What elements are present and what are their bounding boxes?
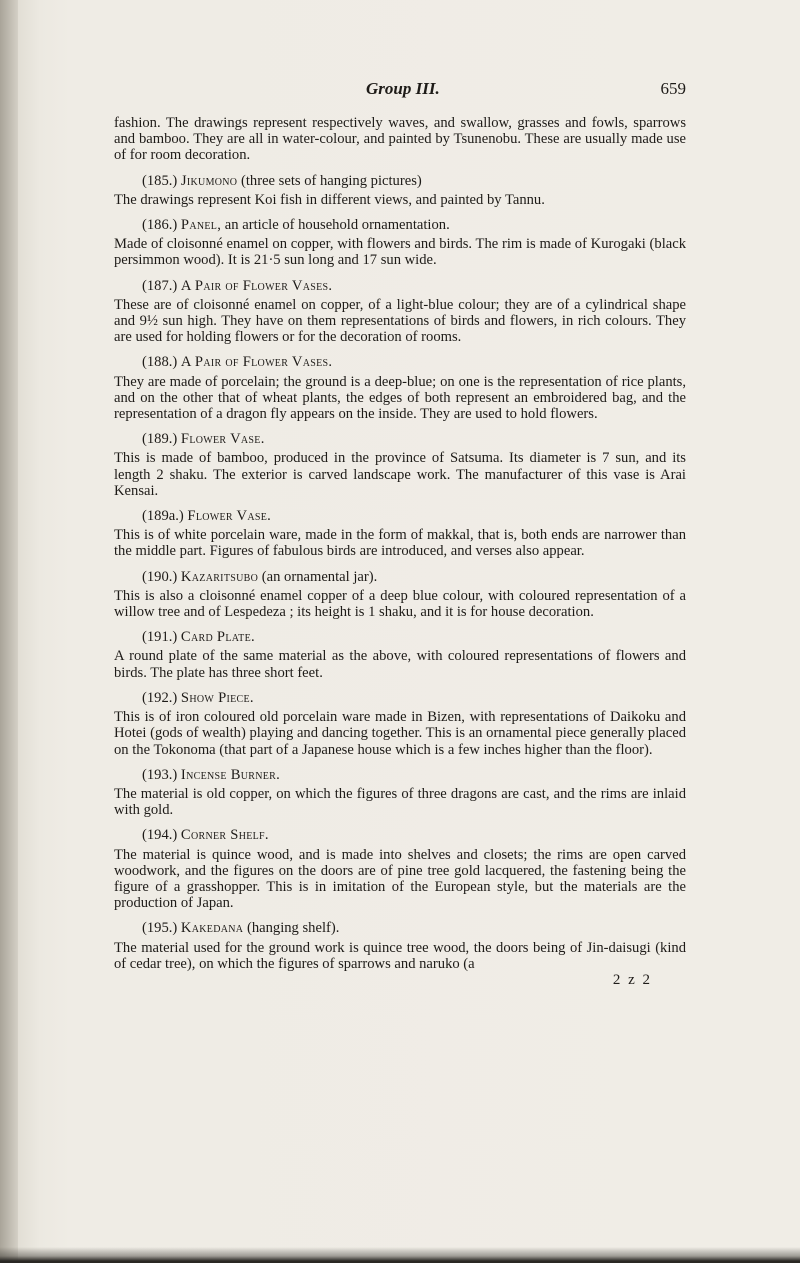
catalog-entry <box>114 278 686 346</box>
entry-text: They are made of porcelain; the ground is a deep-blue; on one is the representation of rice plants, and on the other that of wheat plants, the edges of both represent an embroidered bag, and the representation of a dragon fly appears on the inside. They are used to hold flowers. <box>114 373 686 423</box>
entry-text: A round plate of the same material as the above, with coloured representations of flowers and birds. The plate has three short feet. <box>114 648 686 681</box>
catalog-entry <box>114 508 686 560</box>
entry-heading: (192.) Show Piece. <box>142 689 254 706</box>
entry-heading: (188.) A Pair of Flower Vases. <box>142 354 333 371</box>
page-number: 659 <box>660 79 686 98</box>
catalog-entry <box>114 827 686 911</box>
catalog-entry <box>114 920 686 972</box>
entry-text: The drawings represent Koi fish in different views, and painted by Tannu. <box>114 191 545 208</box>
running-title: Group III. <box>366 79 440 98</box>
entry-text: These are of cloisonné enamel on copper, of a light-blue colour; they are of a cylindrical shape and 9½ sun high. They have on them representations of birds and flowers, in rich colours. They are used for holding flowers or for the decoration of rooms. <box>114 296 686 346</box>
page-body <box>114 115 686 988</box>
catalog-entry <box>114 690 686 758</box>
catalog-entry <box>114 354 686 422</box>
page-bottom-shadow <box>0 1247 800 1263</box>
entry-text: The material is old copper, on which the figures of three dragons are cast, and the rims are inlaid with gold. <box>114 785 686 819</box>
entry-heading: (195.) Kakedana (hanging shelf). <box>142 920 340 937</box>
book-binding-edge <box>0 0 18 1263</box>
catalog-entry <box>114 767 686 819</box>
signature-mark: 2 z 2 <box>612 971 652 988</box>
entry-heading: (186.) Panel, an article of household ornamentation. <box>142 217 450 234</box>
entry-heading: (193.) Incense Burner. <box>142 766 281 783</box>
entry-heading: (191.) Card Plate. <box>142 629 255 646</box>
entry-text: This is of white porcelain ware, made in the form of makkal, that is, both ends are narrower than the middle part. Figures of fabulous birds are introduced, and verses also appear. <box>114 527 686 560</box>
catalog-entry <box>114 431 686 499</box>
entry-heading: (185.) Jikumono (three sets of hanging pictures) <box>142 172 422 189</box>
entry-heading: (189.) Flower Vase. <box>142 431 265 448</box>
catalog-entry <box>114 569 686 621</box>
entry-text: This is made of bamboo, produced in the province of Satsuma. Its diameter is 7 sun, and its length 2 shaku. The exterior is carved landscape work. The manufacturer of this vase is Arai Kensai. <box>114 450 686 499</box>
intro-paragraph: fashion. The drawings represent respectively waves, and swallow, grasses and fowls, sparrows and bamboo. They are all in water-colour, and painted by Tsunenobu. These are usually made use of for room decoration. <box>114 115 686 164</box>
entry-heading: (194.) Corner Shelf. <box>142 827 269 844</box>
entry-text: This is also a cloisonné enamel copper of a deep blue colour, with coloured representation of a willow tree and of Lespedeza ; its height is 1 shaku, and it is for house decoration. <box>114 587 686 621</box>
entry-text: This is of iron coloured old porcelain ware made in Bizen, with representations of Daikoku and Hotei (gods of wealth) playing and dancing together. This is an ornamental piece generally placed on the Tokonoma (that part of a Japanese house which is a few inches higher than the floor). <box>114 709 686 758</box>
entry-text: The material is quince wood, and is made into shelves and closets; the rims are open carved woodwork, and the figures on the doors are of pine tree gold lacquered, the fastening being the figure of a grasshopper. This is in imitation of the European style, but the materials are the production of Japan. <box>114 846 686 912</box>
catalog-entry <box>114 217 686 269</box>
entry-heading: (187.) A Pair of Flower Vases. <box>142 277 333 294</box>
entry-text: Made of cloisonné enamel on copper, with flowers and birds. The rim is made of Kurogaki (black persimmon wood). It is 21·5 sun long and 17 sun wide. <box>114 236 686 269</box>
entry-heading: (189a.) Flower Vase. <box>142 508 272 525</box>
page-header <box>0 79 800 101</box>
catalog-entry <box>114 173 686 208</box>
entry-text: The material used for the ground work is quince tree wood, the doors being of Jin-daisugi (kind of cedar tree), on which the figures of sparrows and naruko (a <box>114 939 686 972</box>
entry-heading: (190.) Kazaritsubo (an ornamental jar). <box>142 568 378 585</box>
catalog-entry <box>114 629 686 681</box>
